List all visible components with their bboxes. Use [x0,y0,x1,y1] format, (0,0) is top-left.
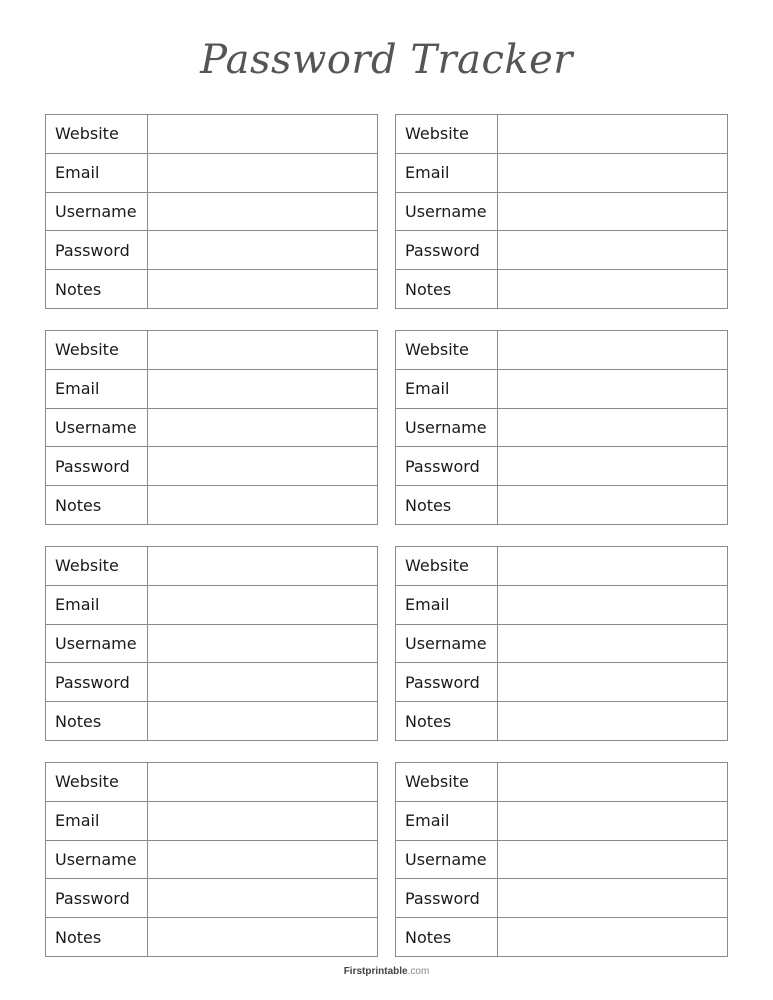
email-field[interactable] [148,586,377,624]
notes-field[interactable] [148,486,377,524]
website-field[interactable] [498,115,727,153]
email-field[interactable] [498,586,727,624]
password-entry-card [45,546,378,741]
password-entry-card [395,546,728,741]
notes-row [396,702,727,740]
email-row [46,586,377,625]
password-field[interactable] [498,447,727,485]
email-label: Email [396,370,498,408]
website-field[interactable] [148,115,377,153]
page-title: Password Tracker [200,37,573,83]
email-field[interactable] [148,370,377,408]
website-field[interactable] [498,331,727,369]
website-label: Website [46,115,148,153]
website-row [396,547,727,586]
email-row [396,802,727,841]
website-label: Website [46,331,148,369]
notes-row [396,486,727,524]
notes-row [46,702,377,740]
password-entry-card [45,762,378,957]
notes-label: Notes [46,918,148,956]
password-field[interactable] [148,231,377,269]
email-field[interactable] [148,154,377,192]
password-field[interactable] [148,663,377,701]
website-field[interactable] [498,547,727,585]
username-label: Username [46,193,148,231]
username-field[interactable] [498,193,727,231]
password-field[interactable] [148,879,377,917]
username-field[interactable] [498,409,727,447]
email-row [46,370,377,409]
website-field[interactable] [148,331,377,369]
website-label: Website [396,547,498,585]
tracker-grid [45,114,728,957]
website-row [396,763,727,802]
username-field[interactable] [498,625,727,663]
password-label: Password [46,879,148,917]
username-label: Username [396,841,498,879]
password-field[interactable] [148,447,377,485]
password-entry-card [395,330,728,525]
password-entry-card [395,762,728,957]
username-field[interactable] [148,409,377,447]
email-row [46,802,377,841]
password-row [46,879,377,918]
password-label: Password [396,447,498,485]
email-row [396,370,727,409]
email-label: Email [46,154,148,192]
username-row [396,841,727,880]
username-label: Username [396,625,498,663]
password-row [396,879,727,918]
username-row [46,193,377,232]
username-label: Username [46,409,148,447]
password-label: Password [46,231,148,269]
notes-field[interactable] [498,270,727,308]
password-field[interactable] [498,663,727,701]
username-label: Username [46,841,148,879]
website-field[interactable] [148,547,377,585]
notes-field[interactable] [498,702,727,740]
password-row [46,447,377,486]
website-row [46,115,377,154]
email-row [396,154,727,193]
footer-tld: .com [407,966,430,977]
username-row [46,409,377,448]
email-field[interactable] [148,802,377,840]
email-field[interactable] [498,370,727,408]
password-label: Password [396,231,498,269]
website-label: Website [396,115,498,153]
password-entry-card [45,114,378,309]
email-label: Email [46,586,148,624]
email-label: Email [396,586,498,624]
email-label: Email [46,370,148,408]
notes-field[interactable] [498,486,727,524]
email-label: Email [396,802,498,840]
username-row [46,625,377,664]
website-row [46,547,377,586]
password-entry-card [45,330,378,525]
password-row [396,447,727,486]
notes-row [46,270,377,308]
website-label: Website [396,331,498,369]
notes-label: Notes [396,702,498,740]
email-label: Email [46,802,148,840]
email-label: Email [396,154,498,192]
username-row [46,841,377,880]
website-label: Website [396,763,498,801]
email-row [46,154,377,193]
password-row [46,663,377,702]
password-field[interactable] [498,231,727,269]
username-field[interactable] [148,841,377,879]
password-entry-card [395,114,728,309]
username-label: Username [46,625,148,663]
notes-label: Notes [396,918,498,956]
password-field[interactable] [498,879,727,917]
password-label: Password [396,879,498,917]
notes-field[interactable] [498,918,727,956]
website-row [46,763,377,802]
password-row [396,231,727,270]
password-label: Password [46,663,148,701]
website-field[interactable] [498,763,727,801]
website-field[interactable] [148,763,377,801]
website-label: Website [46,547,148,585]
password-row [46,231,377,270]
notes-field[interactable] [148,270,377,308]
website-row [396,115,727,154]
username-label: Username [396,193,498,231]
username-field[interactable] [148,625,377,663]
website-label: Website [46,763,148,801]
notes-row [46,918,377,956]
email-field[interactable] [498,154,727,192]
username-field[interactable] [148,193,377,231]
password-label: Password [396,663,498,701]
notes-label: Notes [396,486,498,524]
username-label: Username [396,409,498,447]
footer-brand: Firstprintable [343,966,408,977]
website-row [46,331,377,370]
password-row [396,663,727,702]
notes-label: Notes [396,270,498,308]
notes-field[interactable] [148,702,377,740]
username-field[interactable] [498,841,727,879]
notes-label: Notes [46,486,148,524]
username-row [396,409,727,448]
website-row [396,331,727,370]
username-row [396,193,727,232]
footer-credit [0,966,773,977]
email-field[interactable] [498,802,727,840]
username-row [396,625,727,664]
notes-row [46,486,377,524]
notes-label: Notes [46,702,148,740]
notes-row [396,918,727,956]
password-label: Password [46,447,148,485]
notes-field[interactable] [148,918,377,956]
email-row [396,586,727,625]
notes-row [396,270,727,308]
notes-label: Notes [46,270,148,308]
